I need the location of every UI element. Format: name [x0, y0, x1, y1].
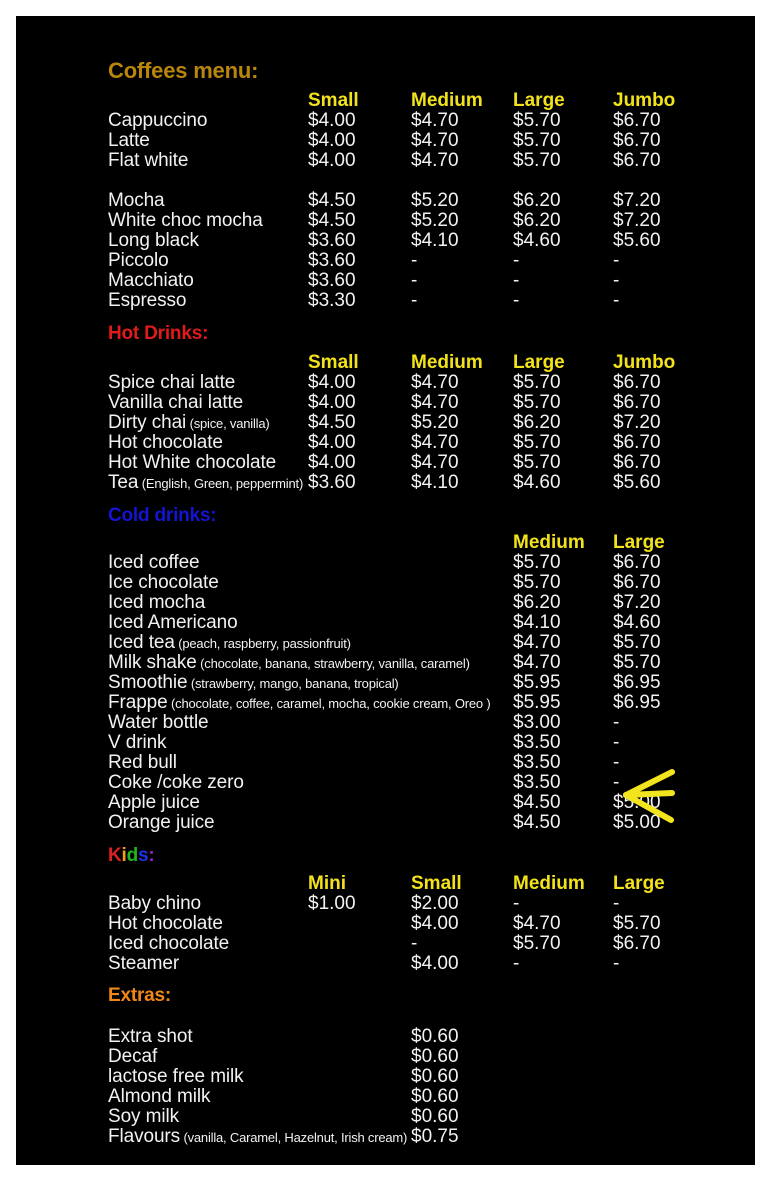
item-price: -: [613, 270, 620, 291]
item-price: $6.70: [613, 150, 661, 171]
item-price: $5.95: [513, 672, 561, 693]
item-description: (spice, vanilla): [186, 416, 270, 431]
item-price: $6.70: [613, 432, 661, 453]
item-price: $6.70: [613, 372, 661, 393]
item-price: $6.70: [613, 392, 661, 413]
kids-title-letter: s: [138, 845, 149, 866]
item-name: [108, 1126, 407, 1148]
item-name: [108, 392, 243, 414]
item-price: $6.20: [513, 592, 561, 613]
item-description: (strawberry, mango, banana, tropical): [187, 676, 399, 691]
item-price: $3.60: [308, 250, 356, 271]
item-name: [108, 472, 303, 494]
item-name: [108, 953, 179, 975]
item-price: $4.70: [411, 392, 459, 413]
column-header-jumbo: Jumbo: [613, 90, 676, 111]
kids-title-letter: i: [121, 845, 127, 866]
item-price: $6.70: [613, 572, 661, 593]
item-name: [108, 792, 200, 814]
item-price: $6.70: [613, 552, 661, 573]
item-price: $5.95: [513, 692, 561, 713]
column-header-mini: Mini: [308, 873, 346, 894]
column-header-small: Small: [308, 90, 359, 111]
section-title-kids: [108, 845, 155, 867]
item-price: $5.70: [613, 652, 661, 673]
item-price: $6.95: [613, 672, 661, 693]
item-price: $4.60: [513, 230, 561, 251]
item-price: $6.70: [613, 110, 661, 131]
item-price: -: [613, 250, 620, 271]
item-label: Smoothie: [108, 672, 188, 693]
item-price: $4.00: [411, 913, 459, 934]
item-label: Coke /coke zero: [108, 772, 244, 793]
item-name: [108, 1086, 210, 1108]
item-name: [108, 632, 351, 654]
item-name: [108, 432, 223, 454]
item-label: Frappe: [108, 692, 168, 713]
item-name: [108, 812, 215, 834]
item-price: $4.00: [308, 372, 356, 393]
item-price: $4.70: [513, 913, 561, 934]
item-price: $5.70: [513, 572, 561, 593]
item-price: $5.70: [513, 130, 561, 151]
item-name: [108, 592, 205, 614]
item-label: Hot chocolate: [108, 913, 223, 934]
item-price: $3.60: [308, 270, 356, 291]
item-label: Almond milk: [108, 1086, 211, 1107]
section-title-extras: Extras:: [108, 985, 172, 1006]
column-header-large: Large: [513, 352, 565, 373]
item-label: Iced coffee: [108, 552, 200, 573]
item-price: $0.60: [411, 1026, 459, 1047]
column-header-medium: Medium: [411, 352, 483, 373]
item-label: Orange juice: [108, 812, 215, 833]
column-header-large: Large: [513, 90, 565, 111]
item-price: -: [513, 290, 520, 311]
item-price: $3.30: [308, 290, 356, 311]
item-label: Hot chocolate: [108, 432, 223, 453]
item-label: Macchiato: [108, 270, 194, 291]
item-description: (peach, raspberry, passionfruit): [174, 636, 351, 651]
item-label: Milk shake: [108, 652, 197, 673]
section-title-cold-drinks: Cold drinks:: [108, 505, 217, 526]
item-price: $4.50: [308, 210, 356, 231]
item-price: $4.00: [308, 150, 356, 171]
item-label: Flavours: [108, 1126, 181, 1147]
item-price: $5.70: [513, 552, 561, 573]
item-label: Water bottle: [108, 712, 209, 733]
item-label: Spice chai latte: [108, 372, 236, 393]
item-price: -: [613, 712, 620, 733]
item-description: (English, Green, peppermint): [138, 476, 304, 491]
item-price: $6.70: [613, 130, 661, 151]
item-name: [108, 572, 219, 594]
column-header-medium: Medium: [513, 873, 585, 894]
column-header-large: Large: [613, 873, 665, 894]
item-label: Hot White chocolate: [108, 452, 277, 473]
item-price: $3.60: [308, 230, 356, 251]
item-label: Extra shot: [108, 1026, 193, 1047]
item-price: $4.10: [411, 472, 459, 493]
section-title-coffees: Coffees menu:: [108, 58, 259, 83]
item-name: [108, 210, 263, 232]
item-price: -: [613, 752, 620, 773]
item-description: (vanilla, Caramel, Hazelnut, Irish cream): [180, 1130, 408, 1145]
item-price: $3.50: [513, 752, 561, 773]
item-price: $4.00: [308, 130, 356, 151]
item-price: $4.50: [308, 190, 356, 211]
item-price: -: [613, 953, 620, 974]
item-price: $5.70: [513, 372, 561, 393]
item-price: $1.00: [308, 893, 356, 914]
item-price: $5.70: [513, 392, 561, 413]
section-title-hot-drinks: Hot Drinks:: [108, 323, 209, 344]
item-price: $3.50: [513, 772, 561, 793]
item-price: $4.70: [411, 150, 459, 171]
column-header-large: Large: [613, 532, 665, 553]
item-price: $4.70: [411, 452, 459, 473]
item-price: $4.50: [513, 812, 561, 833]
item-price: $4.00: [308, 110, 356, 131]
column-header-medium: Medium: [513, 532, 585, 553]
item-price: $5.70: [513, 432, 561, 453]
item-name: [108, 230, 199, 252]
item-name: [108, 452, 276, 474]
item-price: $3.60: [308, 472, 356, 493]
item-price: $7.20: [613, 190, 661, 211]
item-name: [108, 190, 165, 212]
item-price: -: [513, 250, 520, 271]
item-name: [108, 652, 470, 674]
item-name: [108, 672, 399, 694]
item-label: Flat white: [108, 150, 189, 171]
item-price: $5.70: [513, 452, 561, 473]
item-name: [108, 933, 229, 955]
item-label: V drink: [108, 732, 167, 753]
item-label: Piccolo: [108, 250, 169, 271]
item-price: $0.60: [411, 1086, 459, 1107]
item-label: Latte: [108, 130, 150, 151]
item-name: [108, 1046, 157, 1068]
item-name: [108, 913, 223, 935]
item-price: -: [513, 953, 520, 974]
item-price: -: [411, 290, 418, 311]
item-price: $5.20: [411, 190, 459, 211]
item-price: -: [613, 290, 620, 311]
item-price: $5.00: [613, 792, 661, 813]
item-label: lactose free milk: [108, 1066, 244, 1087]
item-price: $7.20: [613, 592, 661, 613]
item-label: Iced chocolate: [108, 933, 230, 954]
item-price: $5.70: [513, 933, 561, 954]
item-price: $4.50: [308, 412, 356, 433]
item-price: $7.20: [613, 412, 661, 433]
item-label: Dirty chai: [108, 412, 187, 433]
item-name: [108, 250, 169, 272]
item-price: $4.70: [411, 130, 459, 151]
column-header-small: Small: [308, 352, 359, 373]
item-price: $4.10: [411, 230, 459, 251]
item-price: $5.20: [411, 412, 459, 433]
item-name: [108, 692, 491, 714]
item-label: Vanilla chai latte: [108, 392, 244, 413]
column-header-medium: Medium: [411, 90, 483, 111]
item-price: $6.20: [513, 190, 561, 211]
item-name: [108, 552, 200, 574]
item-price: -: [513, 270, 520, 291]
item-label: Cappuccino: [108, 110, 208, 131]
item-price: $6.70: [613, 452, 661, 473]
item-price: $4.50: [513, 792, 561, 813]
item-name: [108, 1066, 244, 1088]
item-price: $0.60: [411, 1066, 459, 1087]
item-name: [108, 1106, 179, 1128]
item-label: Iced mocha: [108, 592, 206, 613]
item-price: $3.00: [513, 712, 561, 733]
item-price: $4.70: [513, 632, 561, 653]
item-price: $3.50: [513, 732, 561, 753]
item-name: [108, 612, 238, 634]
item-price: $4.00: [411, 953, 459, 974]
item-price: $6.20: [513, 412, 561, 433]
item-label: Espresso: [108, 290, 187, 311]
item-label: Long black: [108, 230, 199, 251]
item-name: [108, 772, 244, 794]
item-price: $5.60: [613, 472, 661, 493]
menu-board: [16, 16, 755, 1165]
item-label: Iced Americano: [108, 612, 238, 633]
item-label: White choc mocha: [108, 210, 263, 231]
item-price: $5.70: [613, 913, 661, 934]
item-price: -: [613, 732, 620, 753]
item-name: [108, 130, 150, 152]
kids-title-letter: K: [108, 845, 122, 866]
item-price: $4.10: [513, 612, 561, 633]
item-label: Decaf: [108, 1046, 158, 1067]
item-price: $5.70: [513, 150, 561, 171]
item-price: $5.70: [613, 632, 661, 653]
item-price: -: [411, 933, 418, 954]
item-price: $6.20: [513, 210, 561, 231]
item-label: Apple juice: [108, 792, 200, 813]
item-price: $5.60: [613, 230, 661, 251]
item-price: -: [411, 270, 418, 291]
item-price: $4.00: [308, 452, 356, 473]
item-price: -: [411, 250, 418, 271]
item-label: Baby chino: [108, 893, 202, 914]
item-price: $0.60: [411, 1106, 459, 1127]
item-name: [108, 1026, 193, 1048]
item-price: -: [613, 893, 620, 914]
item-price: $2.00: [411, 893, 459, 914]
item-price: $6.70: [613, 933, 661, 954]
item-name: [108, 732, 166, 754]
item-name: [108, 290, 186, 312]
kids-title-letter: :: [148, 845, 155, 866]
item-label: Red bull: [108, 752, 177, 773]
item-name: [108, 712, 209, 734]
item-price: $0.60: [411, 1046, 459, 1067]
item-description: (chocolate, coffee, caramel, mocha, cookie cream, Oreo ): [167, 696, 491, 711]
item-label: Iced tea: [108, 632, 175, 653]
item-price: $4.70: [411, 110, 459, 131]
item-price: $4.60: [613, 612, 661, 633]
kids-title-letter: d: [126, 845, 139, 866]
item-label: Soy milk: [108, 1106, 179, 1127]
item-name: [108, 412, 269, 434]
item-price: -: [513, 893, 520, 914]
column-header-jumbo: Jumbo: [613, 352, 676, 373]
item-price: $5.00: [613, 812, 661, 833]
item-price: $5.20: [411, 210, 459, 231]
item-price: $4.70: [411, 432, 459, 453]
item-price: $4.70: [513, 652, 561, 673]
item-price: $4.00: [308, 392, 356, 413]
item-name: [108, 752, 177, 774]
item-name: [108, 372, 235, 394]
item-name: [108, 893, 201, 915]
column-header-small: Small: [411, 873, 462, 894]
item-price: $6.95: [613, 692, 661, 713]
item-price: $4.60: [513, 472, 561, 493]
item-price: $0.75: [411, 1126, 459, 1147]
item-price: $7.20: [613, 210, 661, 231]
item-price: $4.00: [308, 432, 356, 453]
item-price: -: [613, 772, 620, 793]
item-name: [108, 150, 188, 172]
item-label: Ice chocolate: [108, 572, 219, 593]
item-label: Tea: [108, 472, 139, 493]
item-label: Steamer: [108, 953, 180, 974]
item-name: [108, 110, 207, 132]
item-price: $5.70: [513, 110, 561, 131]
item-price: $4.70: [411, 372, 459, 393]
item-name: [108, 270, 194, 292]
item-label: Mocha: [108, 190, 165, 211]
item-description: (chocolate, banana, strawberry, vanilla, caramel): [196, 656, 470, 671]
